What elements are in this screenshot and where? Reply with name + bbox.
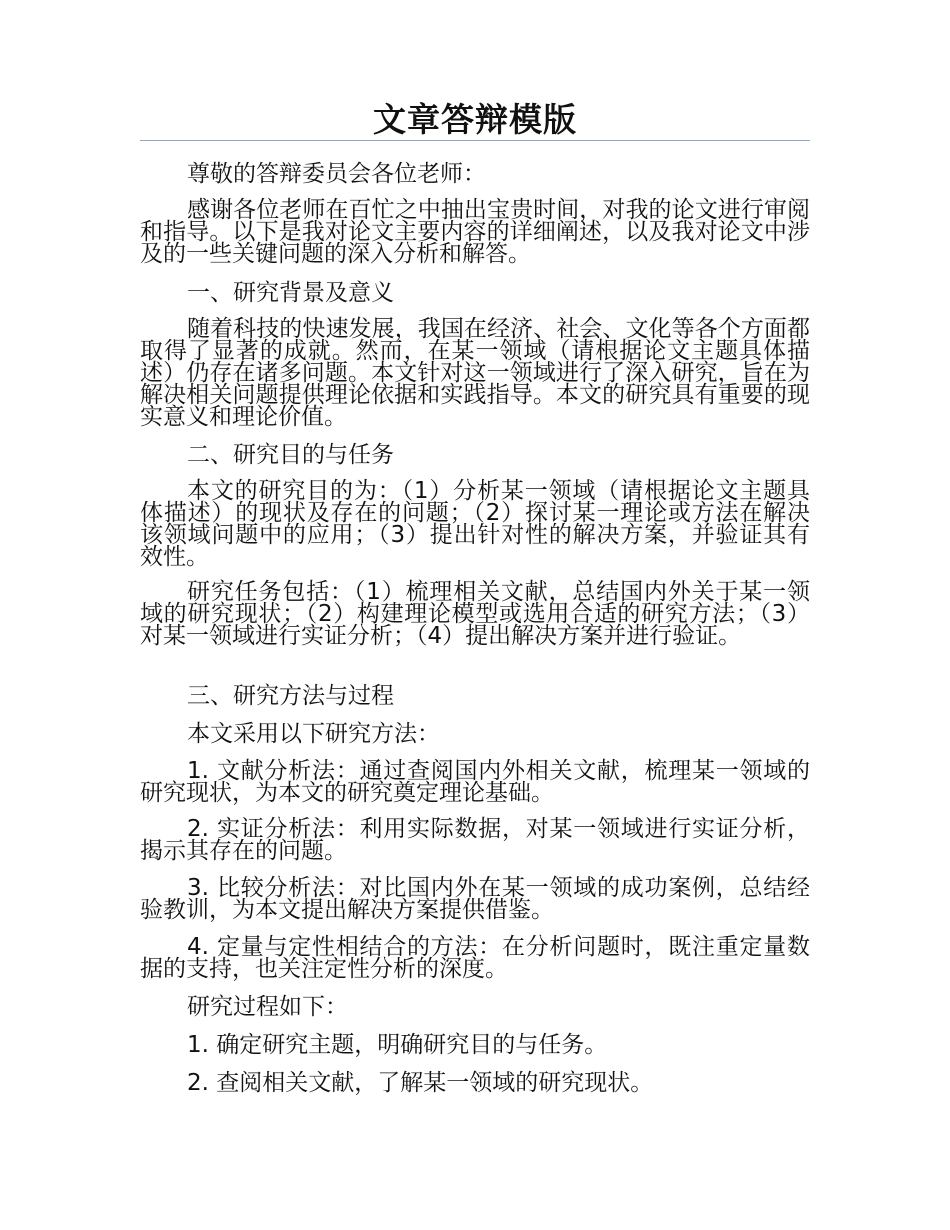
heading-objectives: 二、研究目的与任务 [187,442,394,468]
method-item-4: 4. 定量与定性相结合的方法：在分析问题时，既注重定量数据的支持，也关注定性分析的深度。 [140,934,810,982]
method-item-3: 3. 比较分析法：对比国内外在某一领域的成功案例，总结经验教训，为本文提出解决方案提供借鉴。 [140,875,810,923]
paragraph-objectives: 本文的研究目的为：（1）分析某一领域（请根据论文主题具体描述）的现状及存在的问题；（2）探讨某一理论或方法在解决该领域问题中的应用；（3）提出针对性的解决方案，并验证其有效性。 [140,478,810,570]
heading-methods: 三、研究方法与过程 [187,683,394,709]
paragraph-background: 随着科技的快速发展，我国在经济、社会、文化等各个方面都取得了显著的成就。然而，在某一领域（请根据论文主题具体描述）仍存在诸多问题。本文针对这一领域进行了深入研究，旨在为解决相关问题提供理论依据和实践指导。本文的研究具有重要的现实意义和理论价值。 [140,316,810,430]
process-item-2: 2. 查阅相关文献，了解某一领域的研究现状。 [187,1070,654,1096]
paragraph-methods-intro: 本文采用以下研究方法： [187,721,440,747]
process-item-1: 1. 确定研究主题，明确研究目的与任务。 [187,1032,608,1058]
paragraph-tasks: 研究任务包括：（1）梳理相关文献，总结国内外关于某一领域的研究现状；（2）构建理论模型或选用合适的研究方法；（3）对某一领域进行实证分析；（4）提出解决方案并进行验证。 [140,579,810,649]
document-title: 文章答辩模版 [373,100,577,139]
salutation: 尊敬的答辩委员会各位老师： [187,161,486,187]
method-item-2: 2. 实证分析法：利用实际数据，对某一领域进行实证分析，揭示其存在的问题。 [140,816,810,864]
method-item-1: 1. 文献分析法：通过查阅国内外相关文献，梳理某一领域的研究现状，为本文的研究奠定理论基础。 [140,758,810,806]
paragraph-process-intro: 研究过程如下： [187,994,348,1020]
heading-background: 一、研究背景及意义 [187,280,394,306]
title-underline [140,140,810,141]
paragraph-intro: 感谢各位老师在百忙之中抽出宝贵时间，对我的论文进行审阅和指导。以下是我对论文主要内容的详细阐述，以及我对论文中涉及的一些关键问题的深入分析和解答。 [140,197,810,267]
